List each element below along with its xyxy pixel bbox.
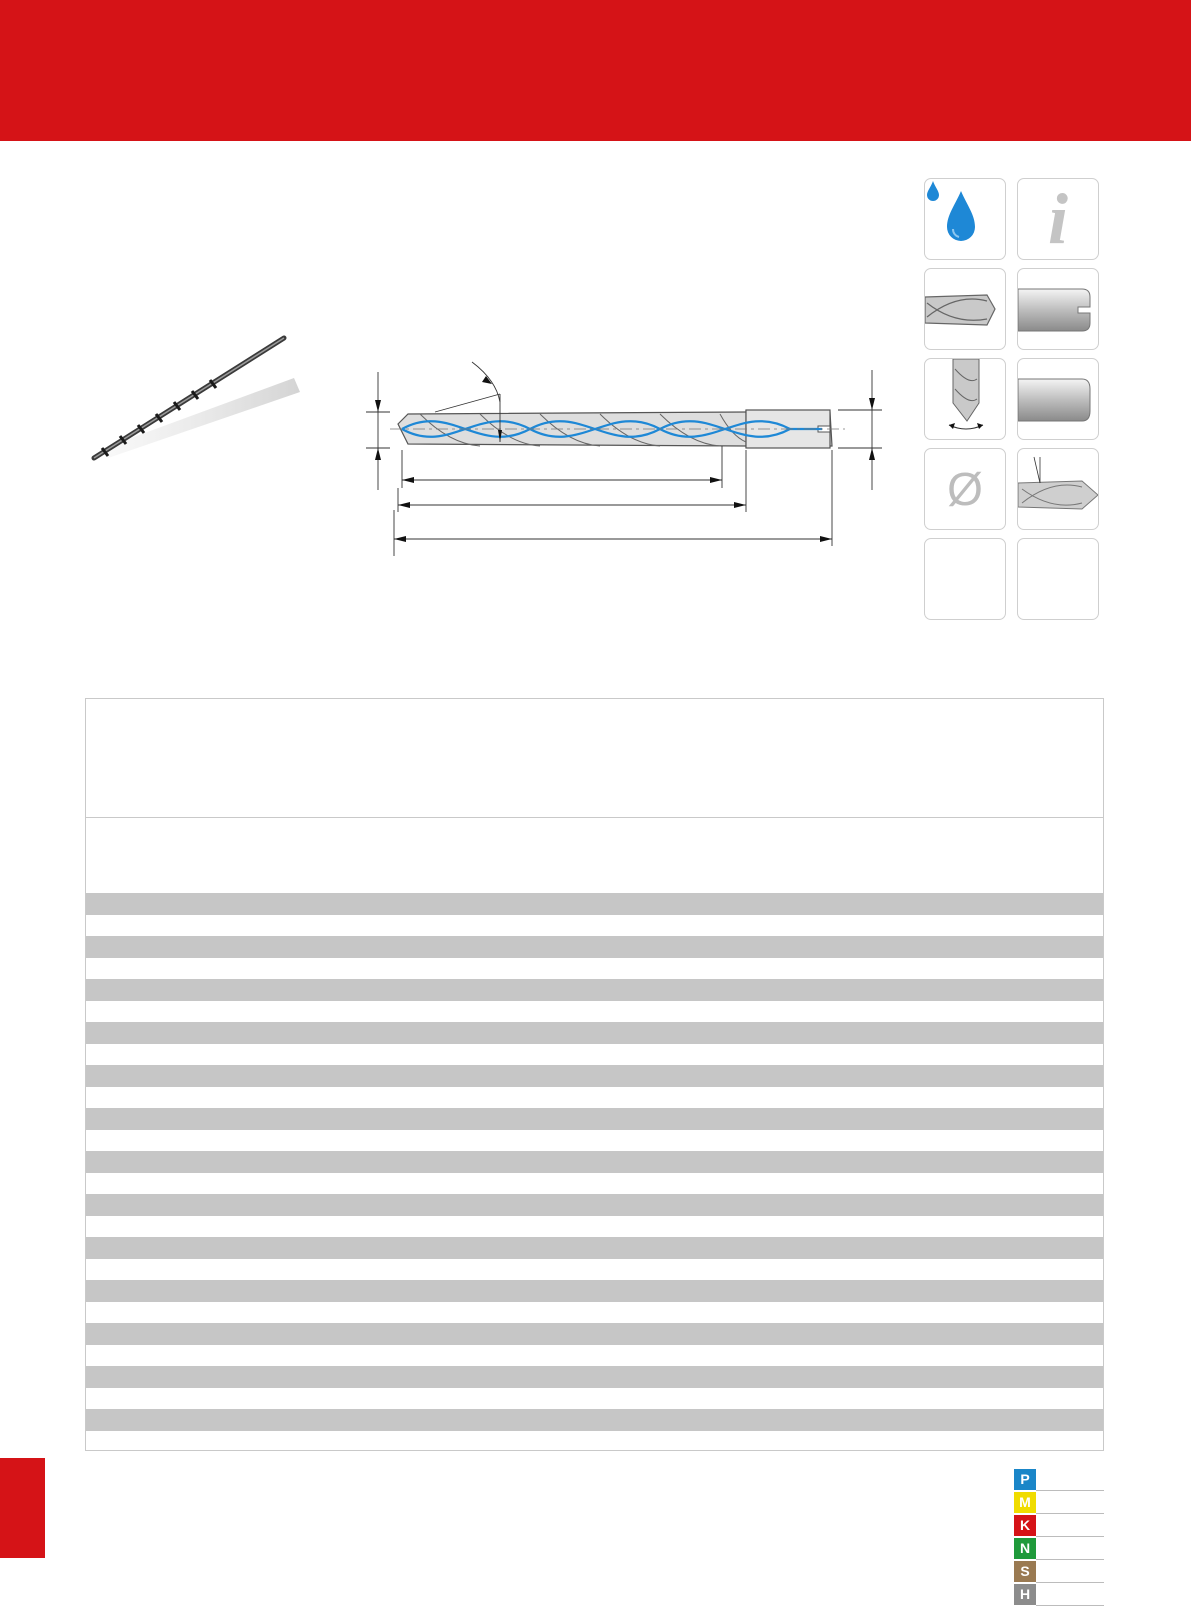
drill-photo [84,330,304,470]
product-table [85,698,1104,1451]
drill-technical-drawing [360,360,900,575]
empty-icon-slot [1017,538,1099,620]
table-row [86,1259,1103,1281]
table-row [86,1323,1103,1345]
material-group-n [1014,1537,1104,1560]
drill-flute-icon [924,268,1006,350]
material-group-line [1036,1605,1104,1606]
info-icon: i [1017,178,1099,260]
material-group-h [1014,1583,1104,1606]
material-group-letter: P [1014,1469,1036,1490]
table-row [86,893,1103,915]
table-row [86,1409,1103,1431]
table-header-separator [86,817,1103,818]
table-row [86,1216,1103,1238]
slotted-shank-icon [1017,268,1099,350]
table-row [86,1173,1103,1195]
cylindrical-shank-icon [1017,358,1099,440]
table-row [86,1237,1103,1259]
drill-tip-detail-icon [1017,448,1099,530]
table-row [86,1022,1103,1044]
table-row [86,1130,1103,1152]
material-group-m [1014,1491,1104,1514]
table-row [86,915,1103,937]
table-row [86,979,1103,1001]
table-row [86,1151,1103,1173]
page-side-tab [0,1458,45,1558]
table-row [86,1065,1103,1087]
table-row [86,1366,1103,1388]
table-row [86,1044,1103,1066]
material-group-p [1014,1468,1104,1491]
table-row [86,1280,1103,1302]
material-group-letter: N [1014,1538,1036,1559]
table-row [86,936,1103,958]
header-band [0,0,1191,141]
material-group-letter: H [1014,1584,1036,1605]
coolant-drop-icon [924,178,1006,260]
material-group-letter: K [1014,1515,1036,1536]
material-group-letter: M [1014,1492,1036,1513]
material-group-legend [1014,1468,1104,1606]
table-row [86,1302,1103,1324]
material-group-s [1014,1560,1104,1583]
table-row [86,1194,1103,1216]
point-angle-icon [924,358,1006,440]
table-row [86,1108,1103,1130]
table-row [86,1345,1103,1367]
material-group-k [1014,1514,1104,1537]
table-row [86,1087,1103,1109]
material-group-letter: S [1014,1561,1036,1582]
table-body [86,893,1103,1431]
table-row [86,1388,1103,1410]
table-row [86,958,1103,980]
empty-icon-slot [924,538,1006,620]
table-row [86,1001,1103,1023]
diameter-icon: Ø [924,448,1006,530]
